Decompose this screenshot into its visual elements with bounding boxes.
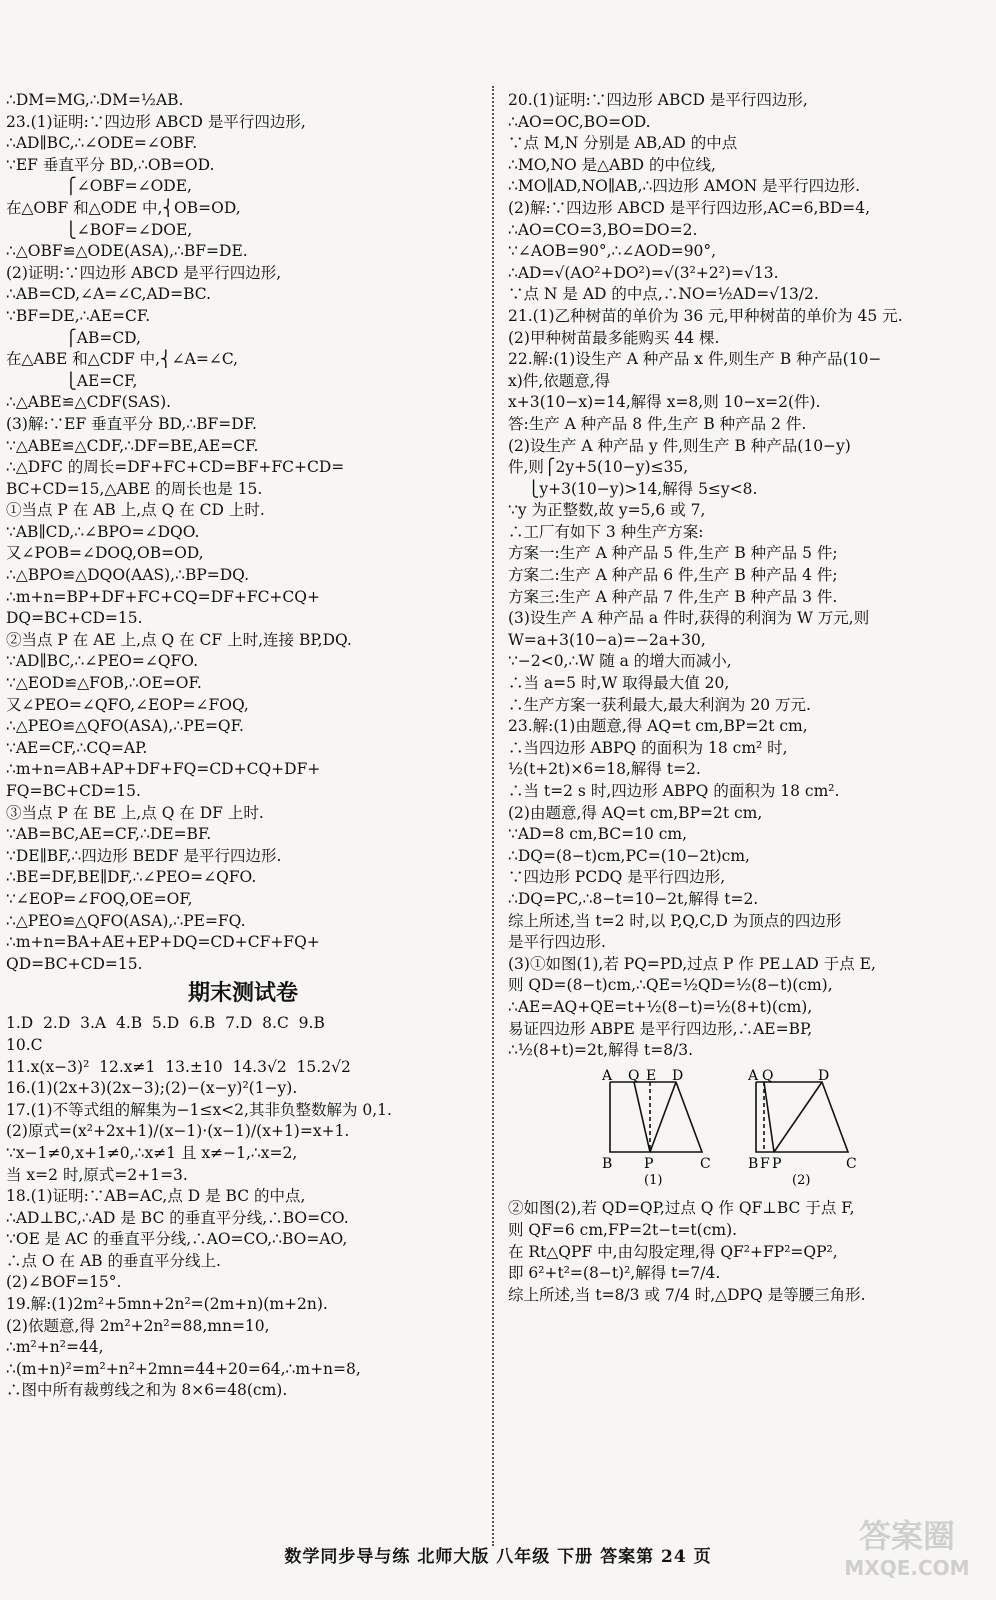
diagram-1 bbox=[610, 1082, 702, 1152]
text-line: 17.(1)不等式组的解集为−1≤x<2,其非负整数解为 0,1. bbox=[6, 1100, 392, 1119]
text-line: ∵AB=BC,AE=CF,∴DE=BF. bbox=[6, 825, 212, 844]
text-line: FQ=BC+CD=15. bbox=[6, 782, 141, 800]
text-line: 方案二:生产 A 种产品 6 件,生产 B 种产品 4 件; bbox=[508, 566, 838, 585]
d2-label-q: Q bbox=[762, 1067, 774, 1084]
text-line: ∴BE=DF,BE∥DF,∴∠PEO=∠QFO. bbox=[6, 868, 257, 887]
text-line: ∴AB=CD,∠A=∠C,AD=BC. bbox=[6, 285, 212, 304]
text-line: 在 Rt△QPF 中,由勾股定理,得 QF²+FP²=QP², bbox=[508, 1242, 838, 1261]
text-line: ∴DQ=PC,∴8−t=10−2t,解得 t=2. bbox=[508, 889, 759, 908]
text-line: ∴AO=CO=3,BO=DO=2. bbox=[508, 220, 698, 239]
text-line: ∴DQ=(8−t)cm,PC=(10−2t)cm, bbox=[508, 846, 750, 865]
text-line: ∴AD=√(AO²+DO²)=√(3²+2²)=√13. bbox=[508, 263, 779, 282]
text-line: ⎩AE=CF, bbox=[6, 371, 138, 390]
text-line: ∴工厂有如下 3 种生产方案: bbox=[508, 522, 704, 541]
text-line: ∴点 O 在 AB 的垂直平分线上. bbox=[6, 1251, 221, 1270]
text-line: 则 QD=(8−t)cm,∴QE=½QD=½(8−t)(cm), bbox=[508, 976, 833, 995]
text-line: 易证四边形 ABPE 是平行四边形,∴AE=BP, bbox=[508, 1019, 813, 1038]
text-line: 综上所述,当 t=8/3 或 7/4 时,△DPQ 是等腰三角形. bbox=[508, 1285, 866, 1304]
text-line: 综上所述,当 t=2 时,以 P,Q,C,D 为顶点的四边形 bbox=[508, 911, 842, 930]
text-line: ∵AE=CF,∴CQ=AP. bbox=[6, 738, 148, 757]
watermark-text-cn: 答案圈 bbox=[858, 1517, 955, 1555]
text-line: (2)解:∵四边形 ABCD 是平行四边形,AC=6,BD=4, bbox=[508, 198, 871, 217]
text-line: ∵DE∥BF,∴四边形 BEDF 是平行四边形. bbox=[6, 846, 282, 865]
text-line: ②当点 P 在 AE 上,点 Q 在 CF 上时,连接 BP,DQ. bbox=[6, 630, 352, 649]
d1-caption: (1) bbox=[644, 1172, 663, 1186]
text-line: ½(t+2t)×6=18,解得 t=2. bbox=[508, 760, 701, 779]
text-line: ∴△ABE≌△CDF(SAS). bbox=[6, 393, 172, 412]
text-line: ∵点 M,N 分别是 AB,AD 的中点 bbox=[508, 134, 738, 153]
d2-label-a: A bbox=[748, 1067, 759, 1084]
text-line: 10.C bbox=[6, 1035, 43, 1054]
text-line: ∴当 a=5 时,W 取得最大值 20, bbox=[508, 674, 730, 693]
d1-label-e: E bbox=[646, 1067, 657, 1084]
text-line: 件,则⎧2y+5(10−y)≤35, bbox=[508, 458, 689, 477]
text-line: (2)设生产 A 种产品 y 件,则生产 B 种产品(10−y) bbox=[508, 436, 851, 455]
d1-label-q: Q bbox=[628, 1067, 640, 1084]
text-line: 方案三:生产 A 种产品 7 件,生产 B 种产品 3 件. bbox=[508, 587, 838, 606]
text-line: ∴△DFC 的周长=DF+FC+CD=BF+FC+CD= bbox=[6, 458, 345, 477]
text-line: ∴△OBF≌△ODE(ASA),∴BF=DE. bbox=[6, 242, 248, 261]
d1-label-c: C bbox=[700, 1155, 711, 1172]
text-line: (2)原式=(x²+2x+1)/(x−1)·(x−1)/(x+1)=x+1. bbox=[6, 1122, 350, 1141]
text-line: ∴½(8+t)=2t,解得 t=8/3. bbox=[508, 1041, 694, 1060]
text-line: (2)证明:∵四边形 ABCD 是平行四边形, bbox=[6, 263, 282, 282]
text-line: (2)∠BOF=15°. bbox=[6, 1273, 122, 1292]
text-line: ∴当四边形 ABPQ 的面积为 18 cm² 时, bbox=[508, 738, 788, 757]
text-line: ∴△PEO≌△QFO(ASA),∴PE=QF. bbox=[6, 717, 244, 736]
text-line: ∴DM=MG,∴DM=½AB. bbox=[6, 91, 184, 109]
text-line: 22.解:(1)设生产 A 种产品 x 件,则生产 B 种产品(10− bbox=[508, 350, 882, 369]
text-line: ⎧∠OBF=∠ODE, bbox=[6, 177, 192, 196]
text-line: ∵y 为正整数,故 y=5,6 或 7, bbox=[508, 501, 706, 520]
text-line: ∴m+n=AB+AP+DF+FQ=CD+CQ+DF+ bbox=[6, 760, 321, 779]
text-line: 11.x(x−3)² 12.x≠1 13.±10 14.3√2 15.2√2 bbox=[6, 1057, 351, 1076]
text-line: ∵AD∥BC,∴∠PEO=∠QFO. bbox=[6, 652, 199, 671]
text-line: 答:生产 A 种产品 8 件,生产 B 种产品 2 件. bbox=[508, 414, 807, 433]
text-line: (3)解:∵EF 垂直平分 BD,∴BF=DF. bbox=[6, 414, 257, 433]
text-line: 23.解:(1)由题意,得 AQ=t cm,BP=2t cm, bbox=[508, 717, 808, 736]
text-line: ∴m+n=BP+DF+FC+CQ=DF+FC+CQ+ bbox=[6, 587, 320, 606]
d2-label-d: D bbox=[818, 1067, 830, 1084]
text-line: ∴AO=OC,BO=OD. bbox=[508, 112, 651, 131]
text-line: ∵∠EOP=∠FOQ,OE=OF, bbox=[6, 889, 193, 908]
text-line: DQ=BC+CD=15. bbox=[6, 609, 143, 628]
text-line: 19.解:(1)2m²+5mn+2n²=(2m+n)(m+2n). bbox=[6, 1295, 328, 1314]
text-line: 20.(1)证明:∵四边形 ABCD 是平行四边形, bbox=[508, 91, 808, 109]
d2-label-c: C bbox=[846, 1155, 857, 1172]
text-line: (2)由题意,得 AQ=t cm,BP=2t cm, bbox=[508, 803, 763, 822]
text-line: ∴AD∥BC,∴∠ODE=∠OBF. bbox=[6, 134, 198, 153]
d1-label-b: B bbox=[602, 1155, 613, 1172]
answers-block-23-cont bbox=[508, 1198, 990, 1306]
answers-block-20-23 bbox=[508, 90, 990, 1062]
geometry-diagrams bbox=[598, 1068, 898, 1186]
text-line: ∵点 N 是 AD 的中点,∴NO=½AD=√13/2. bbox=[508, 285, 819, 304]
text-line: 是平行四边形. bbox=[508, 933, 606, 952]
text-line: 16.(1)(2x+3)(2x−3);(2)−(x−y)²(1−y). bbox=[6, 1079, 298, 1098]
text-line: (2)依题意,得 2m²+2n²=88,mn=10, bbox=[6, 1316, 270, 1335]
site-watermark bbox=[832, 1516, 982, 1592]
text-line: 在△OBF 和△ODE 中,⎨OB=OD, bbox=[6, 198, 241, 217]
right-column bbox=[508, 90, 990, 1306]
text-line: ∴生产方案一获利最大,最大利润为 20 万元. bbox=[508, 695, 811, 714]
text-line: QD=BC+CD=15. bbox=[6, 954, 143, 973]
answers-block-final-test bbox=[6, 1013, 480, 1402]
text-line: ∵−2<0,∴W 随 a 的增大而减小, bbox=[508, 652, 732, 671]
text-line: ⎩∠BOF=∠DOE, bbox=[6, 220, 193, 239]
text-line: ③当点 P 在 BE 上,点 Q 在 DF 上时. bbox=[6, 803, 264, 822]
text-line: ⎩y+3(10−y)>14,解得 5≤y<8. bbox=[508, 479, 758, 498]
d2-caption: (2) bbox=[792, 1172, 811, 1186]
text-line: W=a+3(10−a)=−2a+30, bbox=[508, 630, 706, 649]
text-line: ∴MO,NO 是△ABD 的中位线, bbox=[508, 155, 716, 174]
text-line: 1.D 2.D 3.A 4.B 5.D 6.B 7.D 8.C 9.B bbox=[6, 1014, 325, 1033]
d1-label-p: P bbox=[644, 1155, 654, 1172]
text-line: 方案一:生产 A 种产品 5 件,生产 B 种产品 5 件; bbox=[508, 544, 838, 563]
text-line: ∴△BPO≌△DQO(AAS),∴BP=DQ. bbox=[6, 566, 250, 585]
text-line: 在△ABE 和△CDF 中,⎨∠A=∠C, bbox=[6, 350, 239, 369]
text-line: ∴AD⊥BC,∴AD 是 BC 的垂直平分线,∴BO=CO. bbox=[6, 1208, 349, 1227]
text-line: ∵△EOD≌△FOB,∴OE=OF. bbox=[6, 674, 202, 693]
text-line: 21.(1)乙种树苗的单价为 36 元,甲种树苗的单价为 45 元. bbox=[508, 306, 903, 325]
text-line: ∵∠AOB=90°,∴∠AOD=90°, bbox=[508, 242, 717, 261]
d1-label-d: D bbox=[672, 1067, 684, 1084]
text-line: ∴AE=AQ+QE=t+½(8−t)=½(8+t)(cm), bbox=[508, 997, 813, 1016]
diagram-2 bbox=[756, 1082, 848, 1152]
section-title: 期末测试卷 bbox=[187, 980, 298, 1007]
text-line: 又∠POB=∠DOQ,OB=OD, bbox=[6, 544, 204, 563]
text-line: ∴m+n=BA+AE+EP+DQ=CD+CF+FQ+ bbox=[6, 933, 320, 952]
text-line: x)件,依题意,得 bbox=[508, 371, 611, 390]
text-line: 即 6²+t²=(8−t)²,解得 t=7/4. bbox=[508, 1264, 721, 1283]
text-line: 又∠PEO=∠QFO,∠EOP=∠FOQ, bbox=[6, 695, 249, 714]
text-line: ∴MO∥AD,NO∥AB,∴四边形 AMON 是平行四边形. bbox=[508, 177, 861, 196]
text-line: ②如图(2),若 QD=QP,过点 Q 作 QF⊥BC 于点 F, bbox=[508, 1199, 855, 1218]
text-line: ∵四边形 PCDQ 是平行四边形, bbox=[508, 868, 726, 887]
d2-label-p: P bbox=[772, 1155, 782, 1172]
text-line: ∵OE 是 AC 的垂直平分线,∴AO=CO,∴BO=AO, bbox=[6, 1230, 348, 1249]
watermark-text-url: MXQE.COM bbox=[844, 1556, 970, 1580]
text-line: ∴当 t=2 s 时,四边形 ABPQ 的面积为 18 cm². bbox=[508, 782, 840, 800]
text-line: ∵AB∥CD,∴∠BPO=∠DQO. bbox=[6, 522, 200, 541]
text-line: ∵EF 垂直平分 BD,∴OB=OD. bbox=[6, 155, 215, 174]
text-line: ∴△PEO≌△QFO(ASA),∴PE=FQ. bbox=[6, 911, 246, 930]
text-line: 则 QF=6 cm,FP=2t−t=t(cm). bbox=[508, 1220, 738, 1239]
d2-label-f: F bbox=[760, 1155, 770, 1172]
text-line: ∴图中所有裁剪线之和为 8×6=48(cm). bbox=[6, 1381, 288, 1400]
text-line: ∴m²+n²=44, bbox=[6, 1338, 104, 1357]
text-line: (3)设生产 A 种产品 a 件时,获得的利润为 W 万元,则 bbox=[508, 609, 870, 628]
text-line: ①当点 P 在 AB 上,点 Q 在 CD 上时. bbox=[6, 501, 265, 520]
text-line: ∵BF=DE,∴AE=CF. bbox=[6, 306, 151, 325]
text-line: x+3(10−x)=14,解得 x=8,则 10−x=2(件). bbox=[508, 393, 821, 412]
text-line: ∵△ABE≌△CDF,∴DF=BE,AE=CF. bbox=[6, 436, 259, 455]
text-line: ∵AD=8 cm,BC=10 cm, bbox=[508, 825, 688, 844]
d2-label-b: B bbox=[748, 1155, 759, 1172]
text-line: ∵x−1≠0,x+1≠0,∴x≠1 且 x≠−1,∴x=2, bbox=[6, 1143, 298, 1162]
text-line: (2)甲种树苗最多能购买 44 棵. bbox=[508, 328, 720, 347]
text-line: (3)①如图(1),若 PQ=PD,过点 P 作 PE⊥AD 于点 E, bbox=[508, 954, 876, 973]
page-footer: 数学同步导与练 北师大版 八年级 下册 答案第 24 页 bbox=[284, 1547, 712, 1567]
text-line: ⎧AB=CD, bbox=[6, 328, 141, 347]
d1-label-a: A bbox=[602, 1067, 613, 1084]
text-line: 当 x=2 时,原式=2+1=3. bbox=[6, 1165, 188, 1184]
left-column bbox=[6, 90, 480, 1402]
text-line: 18.(1)证明:∵AB=AC,点 D 是 BC 的中点, bbox=[6, 1187, 306, 1206]
text-line: ∴(m+n)²=m²+n²+2mn=44+20=64,∴m+n=8, bbox=[6, 1359, 361, 1378]
answers-block-ch-end bbox=[6, 90, 480, 975]
text-line: BC+CD=15,△ABE 的周长也是 15. bbox=[6, 479, 263, 498]
text-line: 23.(1)证明:∵四边形 ABCD 是平行四边形, bbox=[6, 112, 306, 131]
column-divider bbox=[492, 86, 494, 1546]
